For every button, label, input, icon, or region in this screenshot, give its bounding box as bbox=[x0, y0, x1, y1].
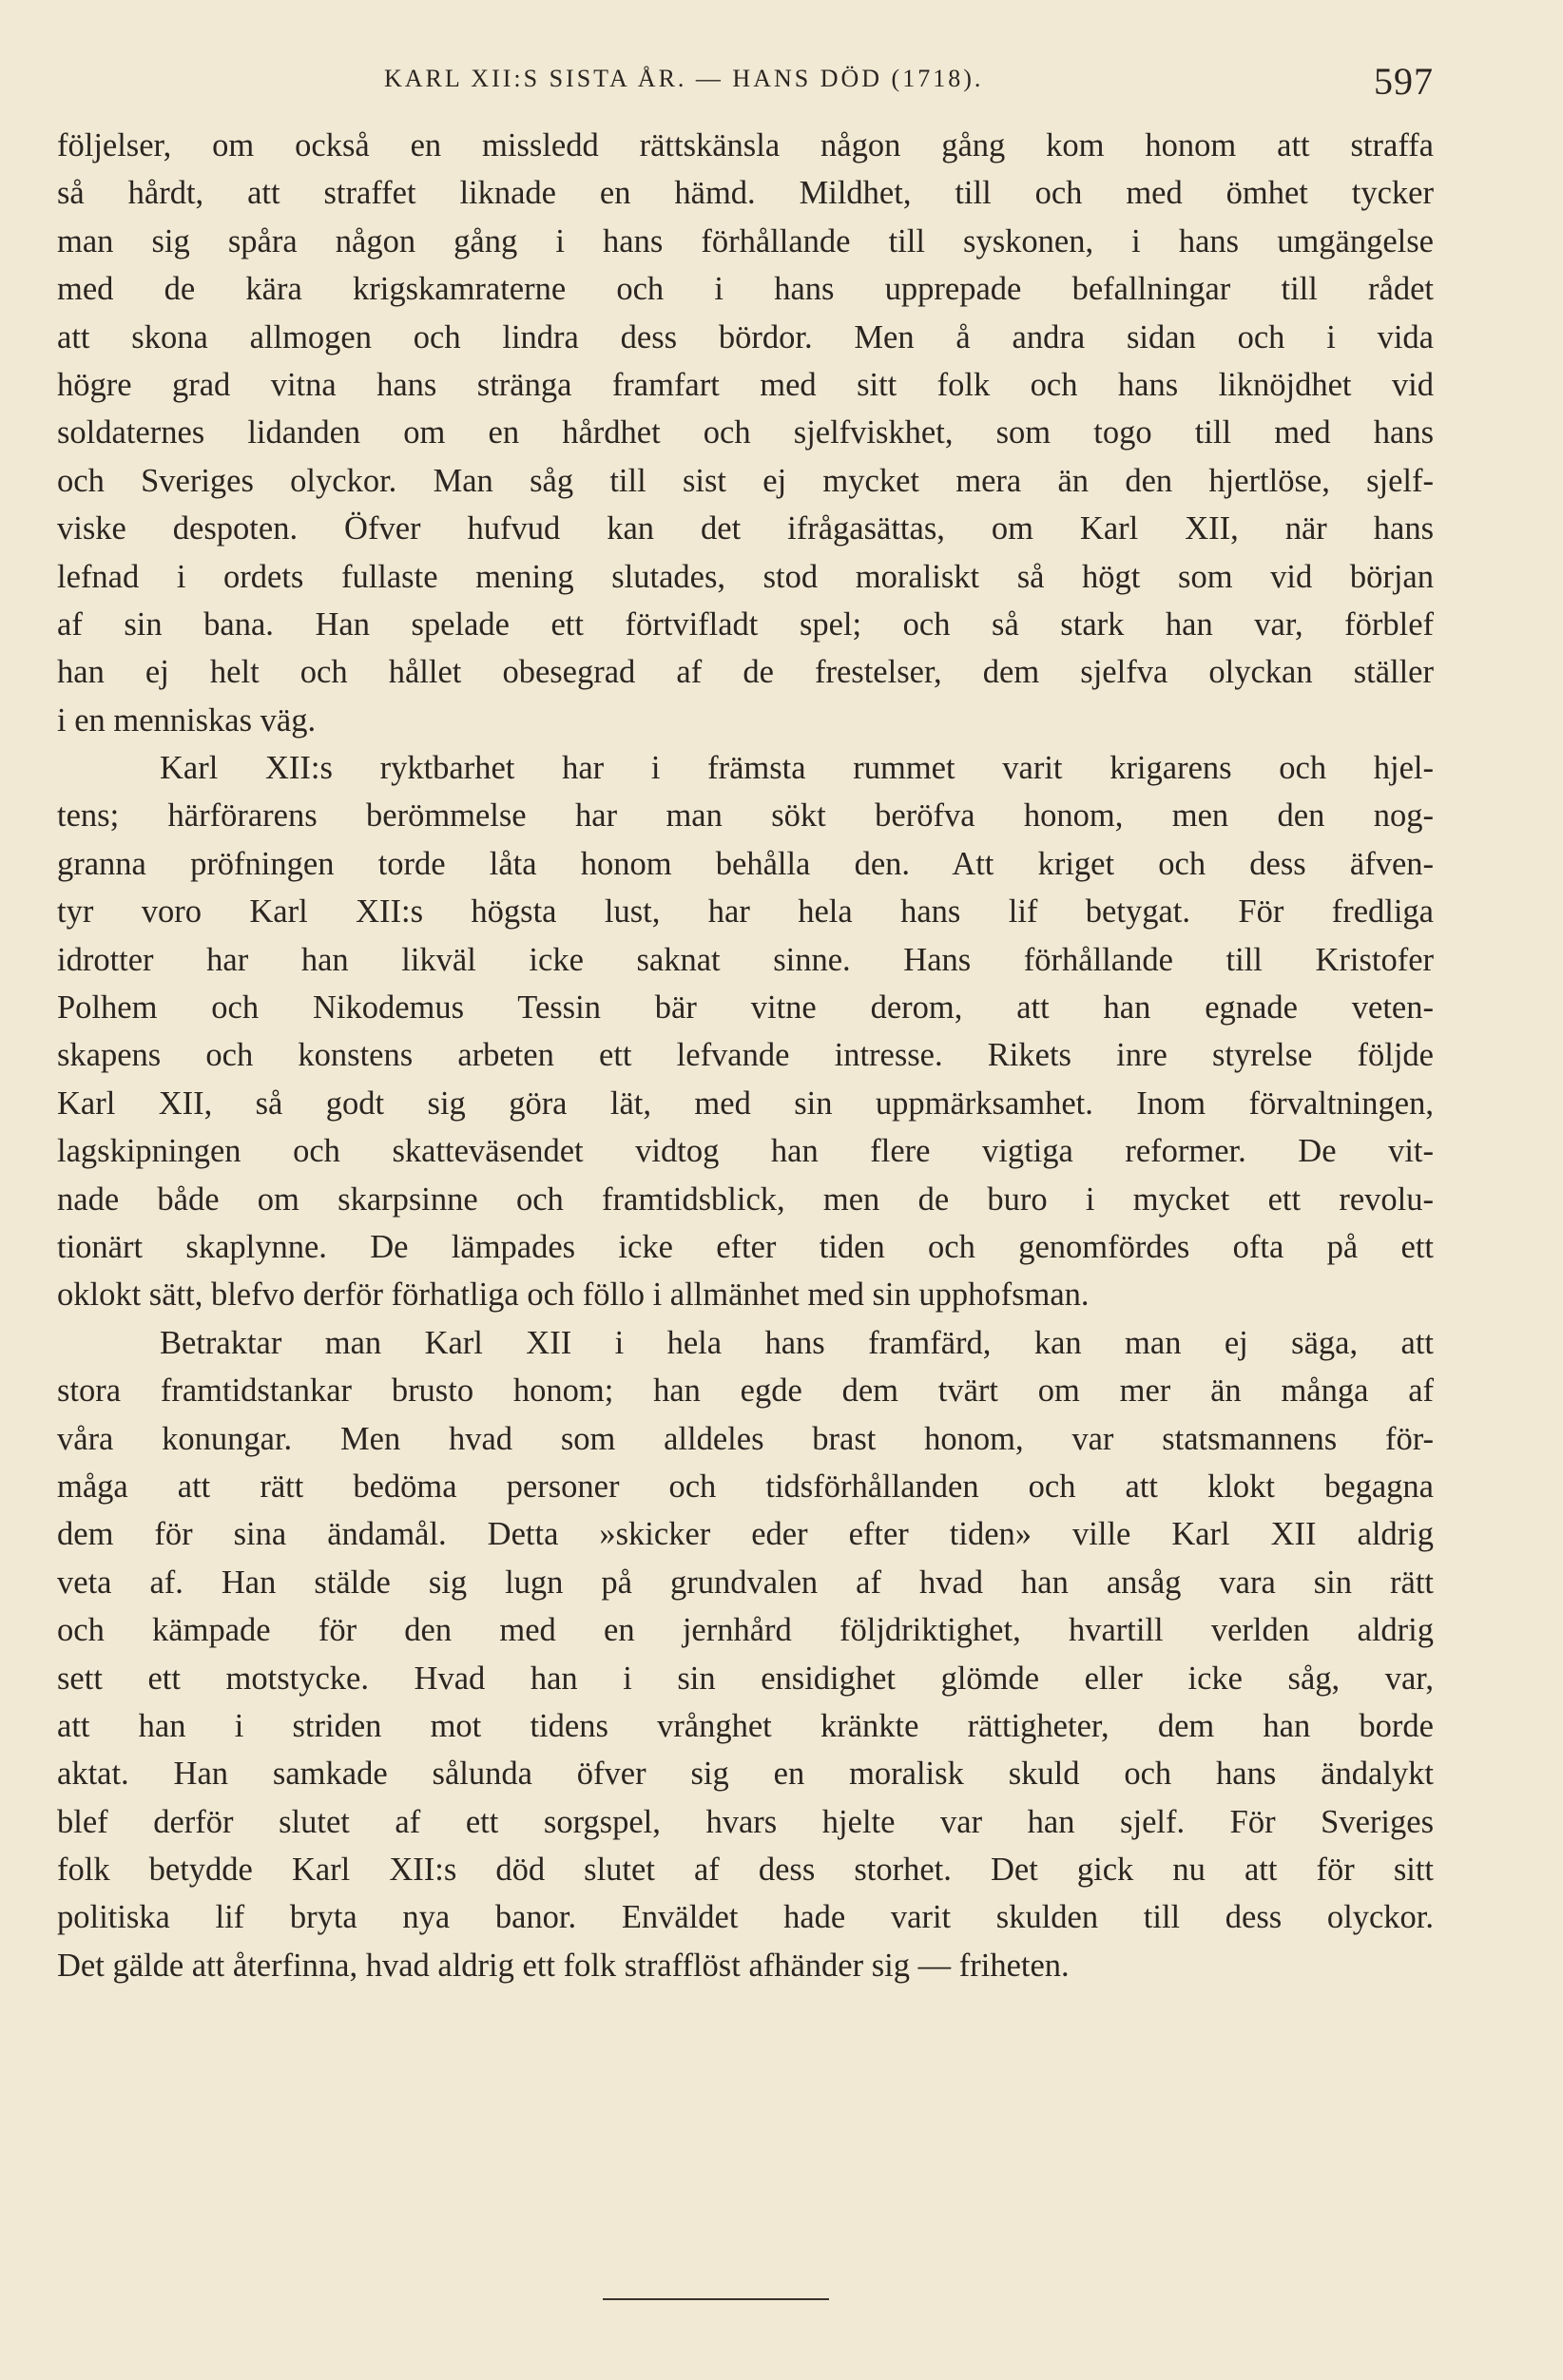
text-line: tens; härförarens berömmelse har man sökt beröfva honom, men den nog- bbox=[57, 797, 1434, 835]
text-line: Karl XII:s ryktbarhet har i främsta rummet varit krigarens och hjel- bbox=[160, 750, 1434, 787]
text-line: politiska lif bryta nya banor. Enväldet hade varit skulden till dess olyckor. bbox=[57, 1899, 1434, 1936]
text-line: med de kära krigskamraterne och i hans upprepade befallningar till rådet bbox=[57, 271, 1434, 308]
body-text bbox=[57, 122, 1434, 1989]
footer-rule bbox=[603, 2298, 829, 2300]
text-line: nade både om skarpsinne och framtidsblick, men de buro i mycket ett revolu- bbox=[57, 1180, 1434, 1218]
text-line: blef derför slutet af ett sorgspel, hvars hjelte var han sjelf. För Sveriges bbox=[57, 1803, 1434, 1840]
text-line: oklokt sätt, blefvo derför förhatliga och föllo i allmänhet med sin upphofsman. bbox=[57, 1276, 1090, 1314]
running-head-title: KARL XII:S SISTA ÅR. — HANS DÖD (1718). bbox=[384, 65, 984, 92]
text-line: han ej helt och hållet obesegrad af de frestelser, dem sjelfva olyckan ställer bbox=[57, 654, 1434, 691]
text-line: att han i striden mot tidens vrånghet kränkte rättigheter, dem han borde bbox=[57, 1707, 1434, 1744]
text-line: veta af. Han stälde sig lugn på grundvalen af hvad han ansåg vara sin rätt bbox=[57, 1564, 1434, 1601]
text-line: Det gälde att återfinna, hvad aldrig ett folk strafflöst afhänder sig — friheten. bbox=[57, 1947, 1070, 1984]
text-line: aktat. Han samkade sålunda öfver sig en moralisk skuld och hans ändalykt bbox=[57, 1756, 1434, 1793]
text-line: dem för sina ändamål. Detta »skicker eder efter tiden» ville Karl XII aldrig bbox=[57, 1516, 1434, 1553]
text-line: granna pröfningen torde låta honom behålla den. Att kriget och dess äfven- bbox=[57, 845, 1434, 882]
text-line: af sin bana. Han spelade ett förtvifladt spel; och så stark han var, förblef bbox=[57, 605, 1434, 643]
text-line: Karl XII, så godt sig göra lät, med sin uppmärksamhet. Inom förvaltningen, bbox=[57, 1084, 1434, 1122]
text-line: soldaternes lidanden om en hårdhet och sjelfviskhet, som togo till med hans bbox=[57, 414, 1434, 451]
page-number: 597 bbox=[1374, 60, 1434, 103]
text-line: man sig spåra någon gång i hans förhållande till syskonen, i hans umgängelse bbox=[57, 222, 1434, 259]
text-line: lagskipningen och skatteväsendet vidtog han flere vigtiga reformer. De vit- bbox=[57, 1133, 1434, 1170]
text-line: folk betydde Karl XII:s död slutet af dess storhet. Det gick nu att för sitt bbox=[57, 1852, 1434, 1889]
text-line: högre grad vitna hans stränga framfart med sitt folk och hans liknöjdhet vid bbox=[57, 366, 1434, 403]
text-line: och Sveriges olyckor. Man såg till sist ej mycket mera än den hjertlöse, sjelf- bbox=[57, 462, 1434, 499]
text-line: så hårdt, att straffet liknade en hämd. Mildhet, till och med ömhet tycker bbox=[57, 175, 1434, 212]
text-line: stora framtidstankar brusto honom; han egde dem tvärt om mer än många af bbox=[57, 1372, 1434, 1410]
text-line: lefnad i ordets fullaste mening slutades, stod moraliskt så högt som vid början bbox=[57, 558, 1434, 595]
text-line: att skona allmogen och lindra dess bördor. Men å andra sidan och i vida bbox=[57, 318, 1434, 355]
text-line: idrotter har han likväl icke saknat sinne. Hans förhållande till Kristofer bbox=[57, 941, 1434, 978]
text-line: tyr voro Karl XII:s högsta lust, har hela hans lif betygat. För fredliga bbox=[57, 893, 1434, 931]
text-line: skapens och konstens arbeten ett lefvande intresse. Rikets inre styrelse följde bbox=[57, 1037, 1434, 1074]
text-line: i en menniskas väg. bbox=[57, 701, 317, 739]
text-line: tionärt skaplynne. De lämpades icke efter tiden och genomfördes ofta på ett bbox=[57, 1228, 1434, 1265]
text-line: viske despoten. Öfver hufvud kan det ifrågasättas, om Karl XII, när hans bbox=[57, 510, 1434, 547]
text-line: och kämpade för den med en jernhård följdriktighet, hvartill verlden aldrig bbox=[57, 1612, 1434, 1649]
text-line: våra konungar. Men hvad som alldeles brast honom, var statsmannens för- bbox=[57, 1420, 1434, 1457]
text-line: Betraktar man Karl XII i hela hans framfärd, kan man ej säga, att bbox=[160, 1324, 1434, 1361]
text-line: Polhem och Nikodemus Tessin bär vitne derom, att han egnade veten- bbox=[57, 989, 1434, 1027]
running-head bbox=[57, 59, 1434, 106]
text-line: följelser, om också en missledd rättskänsla någon gång kom honom att straffa bbox=[57, 127, 1434, 163]
text-line: sett ett motstycke. Hvad han i sin ensidighet glömde eller icke såg, var, bbox=[57, 1660, 1434, 1697]
text-line: måga att rätt bedöma personer och tidsförhållanden och att klokt begagna bbox=[57, 1468, 1434, 1505]
